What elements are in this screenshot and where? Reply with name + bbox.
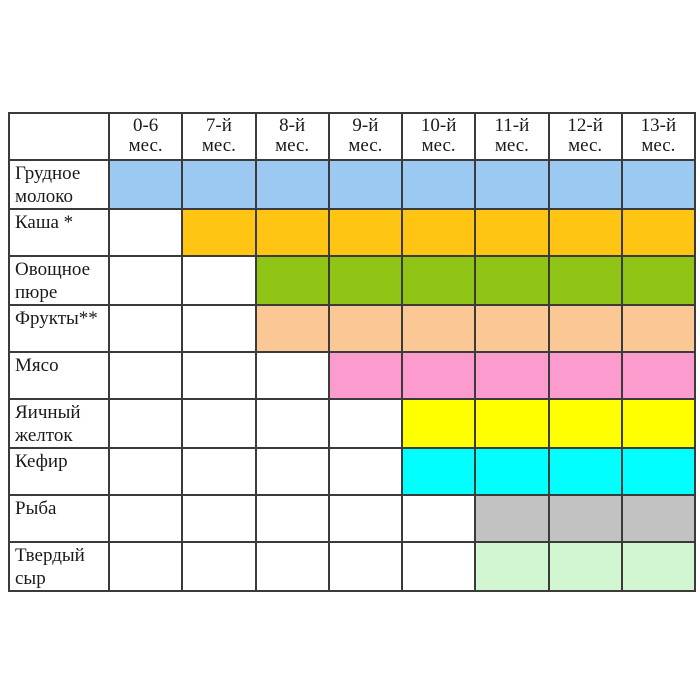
column-header-line1: 11-й: [494, 115, 530, 136]
table-cell: [329, 209, 402, 256]
food-row-3: [9, 256, 695, 305]
table-cell: [475, 399, 548, 448]
column-header-8: [622, 113, 695, 160]
table-cell: [475, 209, 548, 256]
column-header-line1: 7-й: [205, 115, 232, 136]
row-label: Грудное молоко: [9, 160, 109, 209]
table-cell: [109, 352, 182, 399]
table-cell: [402, 352, 475, 399]
row-label: Яичный желток: [9, 399, 109, 448]
column-header-line2: мес.: [128, 135, 163, 156]
row-label: Кефир: [9, 448, 109, 495]
column-header-line2: мес.: [421, 135, 456, 156]
table-cell: [109, 448, 182, 495]
table-cell: [182, 352, 255, 399]
column-header-5: [402, 113, 475, 160]
table-cell: [256, 495, 329, 542]
column-header-4: [329, 113, 402, 160]
table-cell: [256, 542, 329, 591]
table-cell: [182, 448, 255, 495]
table-cell: [402, 305, 475, 352]
table-cell: [109, 256, 182, 305]
table-cell: [402, 448, 475, 495]
table-cell: [256, 209, 329, 256]
table-cell: [622, 399, 695, 448]
table-cell: [182, 256, 255, 305]
table-cell: [549, 399, 622, 448]
table-cell: [109, 542, 182, 591]
food-row-9: [9, 542, 695, 591]
table-cell: [475, 542, 548, 591]
table-cell: [182, 160, 255, 209]
row-label: Фрукты**: [9, 305, 109, 352]
table-cell: [402, 256, 475, 305]
table-cell: [622, 256, 695, 305]
table-cell: [256, 160, 329, 209]
table-cell: [109, 305, 182, 352]
table-cell: [402, 209, 475, 256]
row-label: Рыба: [9, 495, 109, 542]
row-label: Каша *: [9, 209, 109, 256]
column-header-line1: 0-6: [132, 115, 159, 136]
table-cell: [475, 305, 548, 352]
column-header-6: [475, 113, 548, 160]
table-cell: [549, 256, 622, 305]
column-header-7: [549, 113, 622, 160]
table-cell: [402, 160, 475, 209]
table-cell: [475, 256, 548, 305]
table-cell: [329, 160, 402, 209]
table-cell: [549, 352, 622, 399]
table-cell: [182, 305, 255, 352]
table-cell: [329, 399, 402, 448]
column-header-line1: 13-й: [640, 115, 677, 136]
column-header-2: [182, 113, 255, 160]
column-header-line2: мес.: [641, 135, 676, 156]
table-cell: [182, 495, 255, 542]
table-cell: [256, 399, 329, 448]
column-header-3: [256, 113, 329, 160]
table-cell: [402, 399, 475, 448]
table-cell: [329, 542, 402, 591]
column-header-line2: мес.: [494, 135, 529, 156]
column-header-line1: 10-й: [420, 115, 457, 136]
table-cell: [329, 495, 402, 542]
column-header-line1: 8-й: [279, 115, 306, 136]
food-row-7: [9, 448, 695, 495]
table-cell: [109, 160, 182, 209]
table-cell: [475, 160, 548, 209]
food-row-6: [9, 399, 695, 448]
table-cell: [256, 352, 329, 399]
table-cell: [622, 448, 695, 495]
table-cell: [549, 305, 622, 352]
row-label: Твердый сыр: [9, 542, 109, 591]
column-header-line2: мес.: [348, 135, 383, 156]
table-cell: [549, 160, 622, 209]
table-cell: [329, 305, 402, 352]
food-row-2: [9, 209, 695, 256]
row-label: Овощное пюре: [9, 256, 109, 305]
table-cell: [182, 209, 255, 256]
column-header-line1: 12-й: [567, 115, 603, 136]
table-cell: [622, 352, 695, 399]
table-cell: [182, 399, 255, 448]
column-header-line2: мес.: [275, 135, 310, 156]
table-cell: [329, 352, 402, 399]
table-cell: [182, 542, 255, 591]
food-row-5: [9, 352, 695, 399]
food-row-1: [9, 160, 695, 209]
food-introduction-table: [8, 112, 696, 592]
header-row: [9, 113, 695, 160]
row-label: Мясо: [9, 352, 109, 399]
table-cell: [329, 448, 402, 495]
table-cell: [109, 209, 182, 256]
table-cell: [402, 495, 475, 542]
table-cell: [549, 448, 622, 495]
table-cell: [329, 256, 402, 305]
table-cell: [622, 160, 695, 209]
table-cell: [549, 495, 622, 542]
table-cell: [475, 495, 548, 542]
table-cell: [549, 209, 622, 256]
column-header-line2: мес.: [201, 135, 236, 156]
column-header-line2: мес.: [568, 135, 603, 156]
table-cell: [109, 495, 182, 542]
table-cell: [622, 495, 695, 542]
table-cell: [622, 542, 695, 591]
table-cell: [622, 209, 695, 256]
table-cell: [402, 542, 475, 591]
table-cell: [256, 256, 329, 305]
table-cell: [622, 305, 695, 352]
table-cell: [109, 399, 182, 448]
column-header-line1: 9-й: [352, 115, 379, 136]
table-cell: [256, 448, 329, 495]
table-header: [9, 113, 695, 160]
table-body: [9, 160, 695, 591]
table-cell: [475, 448, 548, 495]
column-header-1: [109, 113, 182, 160]
table-cell: [475, 352, 548, 399]
corner-cell: [9, 113, 109, 160]
table-cell: [256, 305, 329, 352]
food-row-8: [9, 495, 695, 542]
table-cell: [549, 542, 622, 591]
food-row-4: [9, 305, 695, 352]
